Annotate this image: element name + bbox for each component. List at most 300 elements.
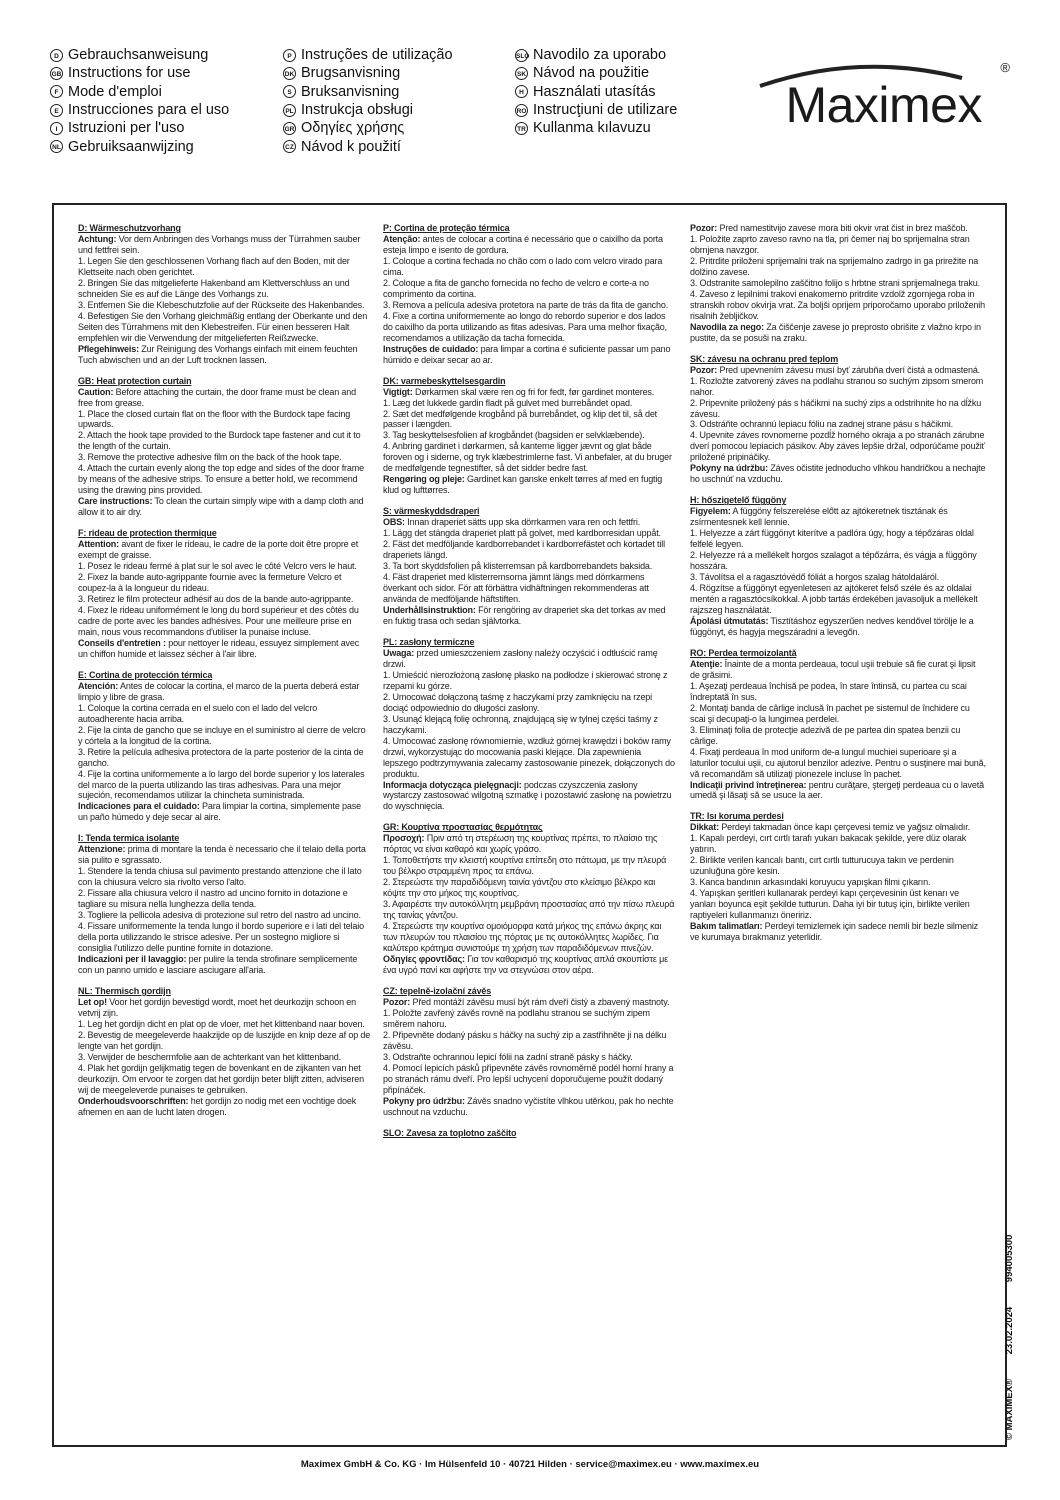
labelled-paragraph: [383, 954, 677, 976]
paragraph-text: 2. Fäst det medföljande kardborrebandet i kardborrefästet och kortadet till draperiets längd.: [383, 539, 665, 561]
instruction-step: [383, 877, 677, 899]
instruction-step: [78, 605, 371, 638]
paragraph-label: Indicaţii privind întreţinerea:: [690, 779, 807, 790]
paragraph-text: 2. Coloque a fita de gancho fornecida no fecho de velcro e corte-a no comprimento da cortina.: [383, 277, 649, 299]
paragraph-text: 2. Pritrdite priloženi sprijemalni trak na sprijemalno zadrgo in ga prirežite na dolžino zavese.: [690, 255, 979, 277]
language-label: Návod k použití: [301, 138, 401, 155]
labelled-paragraph: [78, 681, 371, 703]
paragraph-text: antes de colocar a cortina é necessário que o caixilho da porta esteja limpo e isento de gordura.: [383, 233, 663, 255]
labelled-paragraph: [78, 954, 371, 976]
footer-address: Maximex GmbH & Co. KG · Im Hülsenfeld 10 · 40721 Hilden · service@maximex.eu · www.maximex.eu: [300, 1459, 760, 1470]
section-title: S: värmeskyddsdraperi: [383, 506, 480, 517]
language-item: [283, 83, 453, 101]
instruction-step: [690, 550, 986, 572]
paragraph-text: 3. Ta bort skyddsfolien på klisterremsan på kardborrebandets baksida.: [383, 561, 653, 572]
paragraph-text: 1. Coloque a cortina fechada no chão com o lado com velcro virado para cima.: [383, 255, 663, 277]
language-item: [50, 119, 229, 137]
paragraph-label: Indicazioni per il lavaggio:: [78, 954, 187, 965]
paragraph-text: 3. Távolítsa el a ragasztóvédő fóliát a horgos szalag hátoldaláról.: [690, 572, 939, 583]
language-list-2: [283, 46, 453, 156]
paragraph-label: Underhållsinstruktion:: [383, 604, 476, 615]
paragraph-text: Για τον καθαρισμό της κουρτίνας απλά σκουπίστε με ένα υγρό πανί και αφήστε την να στεγνώσει στον αέρα.: [383, 954, 668, 975]
paragraph-text: 1. Umieścić nierozłożoną zasłonę płasko na podłodze i skierować stronę z rzepami ku górze.: [383, 669, 668, 691]
paragraph-text: Zur Reinigung des Vorhangs einfach mit einem feuchten Tuch abwischen und an der Luft trocknen lassen.: [78, 343, 358, 365]
language-item: [515, 64, 677, 82]
paragraph-text: 4. Στερεώστε την κουρτίνα ομοιόμορφα κατά μήκος της επάνω άκρης και των πλευρών του πλαισίου της πόρτας με τις αυτοκόλλητες λωρίδες. Για καλύτερο κράτημα συνιστούμε τη χρήση των παραδιδόμενων πινεζών.: [383, 921, 662, 954]
language-item: [50, 46, 229, 64]
section-title: D: Wärmeschutzvorhang: [78, 223, 181, 233]
paragraph-text: 1. Položte zavřený závěs rovně na podlahu stranou se suchým zipem směrem nahoru.: [383, 1007, 650, 1029]
instructions-frame: [52, 203, 1007, 1447]
paragraph-text: 2. Bevestig de meegeleverde haakzijde op de luszijde en knip deze af op de lengte van het gordijn.: [78, 1029, 371, 1051]
paragraph-label: Let op!: [78, 996, 107, 1007]
language-label: Instrukcja obsługi: [301, 102, 414, 119]
paragraph-label: Rengøring og pleje:: [383, 474, 465, 485]
paragraph-label: Navodila za nego:: [690, 321, 764, 332]
language-item: [50, 64, 229, 82]
paragraph-label: Pozor:: [383, 996, 411, 1007]
instruction-section: [78, 528, 371, 660]
instruction-step: [690, 725, 986, 747]
document-info: [1004, 1213, 1015, 1440]
language-item: [515, 119, 677, 137]
paragraph-label: Onderhoudsvoorschriften:: [78, 1095, 189, 1106]
paragraph-text: 1. Τοποθετήστε την κλειστή κουρτίνα επίπεδη στο πάτωμα, με την πλευρά του βέλκρο στραμμένη προς τα επάνω.: [383, 855, 667, 877]
paragraph-text: 4. Rögzítse a függönyt egyenletesen az ajtókeret felső széle és az oldalai mentén a ragasztócsíkokkal. A jobb tartás érdekében javasoljuk a mellékelt rajzszeg használatát.: [690, 583, 978, 615]
paragraph-text: 4. Pomocí lepicích pásků připevněte závěs rovnoměrně podél horní hrany a po stranách rámu dveří. Pro lepší uchycení doporučujeme použít dodaný připínáček.: [383, 1062, 674, 1095]
paragraph-label: Pozor:: [690, 364, 718, 375]
header: [50, 46, 1010, 166]
instruction-step: [383, 736, 677, 780]
labelled-paragraph: [78, 844, 371, 866]
instruction-section: [78, 223, 371, 366]
instruction-step: [78, 747, 371, 769]
instruction-section: [690, 648, 986, 802]
section-title: NL: Thermisch gordijn: [78, 985, 171, 996]
instruction-step: [383, 398, 677, 409]
instruction-step: [78, 769, 371, 802]
paragraph-text: Tisztításhoz egyszerűen nedves kendővel törölje le a függönyt, és hagyja megszáradni a levegőn.: [690, 615, 974, 637]
paragraph-label: Indicaciones para el cuidado:: [78, 801, 200, 812]
instructions-column-2: [383, 223, 677, 1149]
instruction-step: [690, 278, 986, 289]
instruction-section: [690, 354, 986, 486]
instruction-step: [78, 703, 371, 725]
paragraph-text: A függöny felszerelése előtt az ajtókeretnek tisztának és zsírmentesnek kell lennie.: [690, 506, 948, 528]
paragraph-text: Závěs snadno vyčistíte vlhkou utěrkou, pak ho nechte uschnout na vzduchu.: [383, 1095, 674, 1117]
paragraph-text: Gardinet kan ganske enkelt tørres af med en fugtig klud og lufttørres.: [383, 474, 663, 496]
paragraph-text: 2. Bringen Sie das mitgelieferte Hakenband am Klettverschluss an und schneiden Sie es auf die Länge des Vorhangs zu.: [78, 277, 350, 299]
instruction-section: [383, 1128, 677, 1139]
section-title: SK: závesu na ochranu pred teplom: [690, 353, 839, 364]
paragraph-label: Instruções de cuidado:: [383, 343, 479, 354]
paragraph-text: Înainte de a monta perdeaua, tocul uşii trebuie să fie curat şi lipsit de grăsimi.: [690, 658, 976, 680]
paragraph-text: 1. Place the closed curtain flat on the floor with the Burdock tape facing upwards.: [78, 408, 351, 430]
paragraph-label: Vigtigt:: [383, 386, 413, 397]
paragraph-text: 2. Στερεώστε την παραδιδόμενη ταινία γάντζου στο κλείσιμο βέλκρο και κόψτε την στο μήκος της κουρτίνας.: [383, 877, 656, 899]
paragraph-label: OBS:: [383, 517, 405, 528]
paragraph-text: Dørkarmen skal være ren og fri for fedt, før gardinet monteres.: [412, 386, 655, 397]
labelled-paragraph: [383, 997, 677, 1008]
instructions-column-3: [690, 223, 986, 953]
country-code-icon: P: [283, 49, 296, 62]
paragraph-text: 2. Helyezze rá a mellékelt horgos szalagot a tépőzárra, és vágja a függöny hosszára.: [690, 550, 977, 572]
paragraph-text: przed umieszczeniem zasłony należy oczyścić i odtłuścić ramę drzwi.: [383, 647, 658, 669]
country-code-icon: TR: [515, 122, 528, 135]
labelled-paragraph: [690, 365, 986, 376]
instruction-step: [383, 692, 677, 714]
paragraph-label: Προσοχή:: [383, 833, 425, 844]
labelled-paragraph: [690, 822, 986, 833]
country-code-icon: SK: [515, 67, 528, 80]
language-label: Instrucciones para el uso: [68, 102, 230, 119]
paragraph-text: 1. Položite zaprto zaveso ravno na tla, pri čemer naj bo sprijemalna stran obrnjena navzgor.: [690, 233, 970, 255]
labelled-paragraph: [78, 234, 371, 256]
instruction-step: [383, 1052, 677, 1063]
instruction-section: [383, 223, 677, 366]
paragraph-text: 1. Læg det lukkede gardin fladt på gulvet med burrebåndet opad.: [383, 397, 633, 408]
paragraph-text: 1. Kapalı perdeyi, cırt cırtlı tarafı yukarı bakacak şekilde, yere düz olarak yatırın.: [690, 833, 967, 855]
paragraph-text: Innan draperiet sätts upp ska dörrkarmen vara ren och fettfri.: [404, 517, 641, 528]
paragraph-text: Vor dem Anbringen des Vorhangs muss der Türrahmen sauber und fettfrei sein.: [78, 233, 361, 255]
country-code-icon: E: [50, 104, 63, 117]
paragraph-text: 1. Leg het gordijn dicht en plat op de vloer, met het klittenband naar boven.: [78, 1018, 365, 1029]
instruction-step: [690, 877, 986, 888]
labelled-paragraph: [383, 387, 677, 398]
paragraph-text: per pulire la tenda strofinare semplicemente con un panno umido e lasciare asciugare all'aria.: [78, 954, 358, 975]
paragraph-text: pour nettoyer le rideau, essuyez simplement avec un chiffon humide et laissez sécher à l'air libre.: [78, 637, 360, 659]
language-item: [515, 101, 677, 119]
article-code: 994005300: [1004, 1234, 1015, 1283]
instruction-step: [78, 1030, 371, 1052]
section-title: GB: Heat protection curtain: [78, 375, 192, 386]
labelled-paragraph: [78, 1096, 371, 1118]
labelled-paragraph: [78, 638, 371, 660]
instruction-step: [690, 888, 986, 921]
paragraph-text: 3. Kanca bandının arkasındaki koruyucu yapışkan filmi çıkarın.: [690, 877, 931, 888]
country-code-icon: D: [50, 49, 63, 62]
instruction-step: [78, 311, 371, 344]
section-title: DK: varmebeskyttelsesgardin: [383, 375, 506, 386]
labelled-paragraph: [78, 387, 371, 409]
labelled-paragraph: [78, 801, 371, 823]
paragraph-text: 3. Verwijder de beschermfolie aan de achterkant van het klittenband.: [78, 1051, 341, 1062]
instruction-step: [78, 561, 371, 572]
paragraph-text: Voor het gordijn bevestigd wordt, moet het deurkozijn schoon en vetvrij zijn.: [78, 996, 357, 1018]
paragraph-label: Pozor:: [690, 223, 718, 233]
instruction-section: [78, 376, 371, 519]
paragraph-text: Perdeyi takmadan önce kapı çerçevesi temiz ve yağsız olmalıdır.: [718, 822, 970, 833]
labelled-paragraph: [383, 833, 677, 855]
paragraph-text: prima di montare la tenda è necessario che il telaio della porta sia pulito e sgrassato.: [78, 844, 366, 866]
labelled-paragraph: [78, 344, 371, 366]
country-code-icon: PL: [283, 104, 296, 117]
paragraph-text: Záves očistite jednoducho vlhkou handričkou a nechajte ho uschnúť na vzduchu.: [690, 463, 986, 485]
paragraph-text: Before attaching the curtain, the door frame must be clean and free from grease.: [78, 386, 356, 408]
section-title: RO: Perdea termoizolantă: [690, 647, 797, 658]
labelled-paragraph: [690, 506, 986, 528]
paragraph-label: Achtung:: [78, 233, 117, 244]
section-title: SLO: Zavesa za toplotno zaščito: [383, 1127, 517, 1138]
instructions-column-1: [78, 223, 371, 1128]
paragraph-text: Před montáží závěsu musí být rám dveří čistý a zbavený mastnoty.: [410, 996, 670, 1007]
paragraph-text: 3. Odstráňte ochrannú lepiacu fóliu na zadnej strane pásu s háčikmi.: [690, 419, 953, 430]
paragraph-label: Caution:: [78, 386, 114, 397]
instruction-step: [690, 419, 986, 430]
labelled-paragraph: [383, 474, 677, 496]
instruction-step: [383, 572, 677, 605]
paragraph-text: 2. Montaţi banda de cârlige inclusă în pachet pe sistemul de închidere cu scai şi decupaţi-o la lungimea perdelei.: [690, 702, 970, 724]
paragraph-label: Pflegehinweis:: [78, 343, 139, 354]
paragraph-text: 4. Anbring gardinet i dørkarmen, så kanterne ligger jævnt og glat både foroven og i siderne, og tryk klæbestrimlerne fast. Vi anbefaler, at du bruger de medfølgende tegnestifter, så det sidder bedre fast.: [383, 441, 672, 474]
language-item: [50, 101, 229, 119]
paragraph-text: 2. Pripevnite priložený pás s háčikmi na suchý zips a odstrihnite ho na dĺžku závesu.: [690, 397, 982, 419]
country-code-icon: RO: [515, 104, 528, 117]
instruction-step: [78, 256, 371, 278]
paragraph-text: 2. Fije la cinta de gancho que se incluye en el suministro al cierre de velcro y córtela a la longitud de la cortina.: [78, 724, 366, 746]
language-label: Instruções de utilização: [301, 47, 453, 64]
labelled-paragraph: [690, 322, 986, 344]
instruction-section: [383, 376, 677, 497]
paragraph-text: 4. Umocować zasłonę równomiernie, wzdłuż górnej krawędzi i boków ramy drzwi, wykorzystując do mocowania paski klejące. Dla zapewnienia lepszego podtrzymywania zalecamy zastosowanie pinezek, dołączonych do produktu.: [383, 735, 675, 779]
instruction-step: [78, 910, 371, 921]
language-item: [515, 46, 677, 64]
instruction-step: [383, 855, 677, 877]
instruction-step: [690, 572, 986, 583]
instruction-step: [383, 1030, 677, 1052]
language-label: Návod na použitie: [533, 65, 650, 82]
paragraph-text: Antes de colocar la cortina, el marco de la puerta deberá estar limpio y libre de grasa.: [78, 680, 360, 702]
instruction-step: [78, 452, 371, 463]
country-code-icon: F: [50, 85, 63, 98]
instruction-step: [383, 441, 677, 474]
paragraph-text: 4. Plak het gordijn gelijkmatig tegen de bovenkant en de zijkanten van het deurkozijn. Om ervoor te zorgen dat het gordijn beter blijft zitten, adviseren wij de meegeleverde punaises te gebruiken.: [78, 1062, 364, 1095]
instruction-step: [690, 747, 986, 780]
instruction-step: [78, 725, 371, 747]
paragraph-text: 1. Legen Sie den geschlossenen Vorhang flach auf den Boden, mit der Klettseite nach oben gerichtet.: [78, 255, 350, 277]
instruction-step: [690, 376, 986, 398]
paragraph-text: 3. Retire la película adhesiva protectora de la parte posterior de la cinta de gancho.: [78, 746, 364, 768]
instruction-step: [383, 409, 677, 431]
language-label: Gebruiksaanwijzing: [68, 138, 194, 155]
paragraph-text: 1. Lägg det stängda draperiet platt på golvet, med kardborresidan uppåt.: [383, 528, 661, 539]
instruction-step: [690, 583, 986, 616]
language-label: Gebrauchsanweisung: [68, 47, 209, 64]
paragraph-text: 4. Yapışkan şeritleri kullanarak perdeyi kapı çerçevesinin üst kenarı ve yanları boyunca eşit şekilde tutturun. Daha iyi bir tutuş için, birlikte verilen raptiyeleri kullanmanızı öneririz.: [690, 888, 970, 921]
instruction-step: [383, 714, 677, 736]
instruction-step: [690, 528, 986, 550]
instruction-step: [383, 899, 677, 921]
paragraph-text: Za čiščenje zavese jo preprosto obrišite z vlažno krpo in pustite, da se posuši na zraku.: [690, 321, 981, 343]
instruction-step: [383, 528, 677, 539]
instruction-step: [78, 1019, 371, 1030]
instruction-section: [78, 986, 371, 1118]
paragraph-text: Para limpiar la cortina, simplemente pase un paño húmedo y deje secar al aire.: [78, 801, 361, 823]
paragraph-text: 2. Fissare alla chiusura velcro il nastro ad uncino fornito in dotazione e tagliare su misura nella lunghezza della tenda.: [78, 888, 348, 910]
country-code-icon: CZ: [283, 140, 296, 153]
paragraph-text: Perdeyi temizlemek için sadece nemli bir bezle silmeniz ve kurumaya bırakmanız yeterlidir.: [690, 921, 979, 943]
labelled-paragraph: [690, 463, 986, 485]
language-list-1: [50, 46, 229, 156]
paragraph-text: 1. Posez le rideau fermé à plat sur le sol avec le côté Velcro vers le haut.: [78, 561, 357, 572]
paragraph-text: För rengöring av draperiet ska det torkas av med en fuktig trasa och sedan självtorka.: [383, 604, 666, 626]
paragraph-label: Figyelem:: [690, 506, 731, 517]
instruction-step: [690, 855, 986, 877]
instruction-step: [78, 594, 371, 605]
instruction-section: [78, 670, 371, 824]
language-label: Brugsanvisning: [301, 65, 401, 82]
instruction-section: [690, 223, 986, 344]
paragraph-label: Pokyny pro údržbu:: [383, 1095, 465, 1106]
paragraph-text: podczas czyszczenia zasłony wystarczy zastosować wilgotną szmatkę i pozostawić zasłonę na powietrzu do wyschnięcia.: [383, 779, 672, 812]
country-code-icon: NL: [50, 140, 63, 153]
country-code-icon: DK: [283, 67, 296, 80]
language-item: [283, 137, 453, 155]
instruction-step: [78, 409, 371, 431]
paragraph-text: 3. Entfernen Sie die Klebeschutzfolie auf der Rückseite des Hakenbandes.: [78, 299, 365, 310]
labelled-paragraph: [78, 496, 371, 518]
paragraph-text: para limpar a cortina é suficiente passar um pano húmido e deixar secar ao ar.: [383, 343, 671, 365]
paragraph-text: Πριν από τη στερέωση της κουρτίνας πρέπει, το πλαίσιο της πόρτας να είναι καθαρό και χωρίς γράσο.: [383, 833, 658, 855]
country-code-icon: GB: [50, 67, 63, 80]
section-title: PL: zasłony termiczne: [383, 636, 475, 647]
instruction-section: [690, 495, 986, 638]
paragraph-label: Care instructions:: [78, 496, 153, 507]
labelled-paragraph: [383, 648, 677, 670]
paragraph-text: 3. Togliere la pellicola adesiva di protezione sul retro del nastro ad uncino.: [78, 910, 361, 921]
paragraph-label: Atenção:: [383, 233, 421, 244]
instruction-step: [383, 300, 677, 311]
copyright: © MAXIMEX®: [1004, 1379, 1015, 1440]
paragraph-text: 1. Rozložte zatvorený záves na podlahu stranou so suchým zipsom smerom nahor.: [690, 375, 984, 397]
paragraph-label: Conseils d'entretien :: [78, 637, 166, 648]
labelled-paragraph: [690, 616, 986, 638]
instruction-step: [383, 256, 677, 278]
paragraph-label: Atenţie:: [690, 658, 723, 669]
instruction-section: [383, 637, 677, 813]
paragraph-text: 4. Attach the curtain evenly along the top edge and sides of the door frame by means of the adhesive strips. To ensure a better hold, we recommend using the drawing pins provided.: [78, 463, 364, 496]
language-item: [50, 137, 229, 155]
paragraph-label: Ápolási útmutatás:: [690, 615, 769, 626]
paragraph-text: 4. Fissare uniformemente la tenda lungo il bordo superiore e i lati del telaio della porta utilizzando le strisce adesive. Per un sostegno migliore si consiglia l'utilizzo delle puntine fornite in dotazione.: [78, 921, 364, 954]
instruction-step: [690, 681, 986, 703]
labelled-paragraph: [690, 659, 986, 681]
instruction-section: [383, 506, 677, 627]
country-code-icon: GR: [283, 122, 296, 135]
instruction-step: [690, 234, 986, 256]
instruction-step: [690, 398, 986, 420]
labelled-paragraph: [383, 1096, 677, 1118]
labelled-paragraph: [383, 605, 677, 627]
paragraph-text: 3. Usunąć klejącą folię ochronną, znajdującą się w tylnej części taśmy z haczykami.: [383, 713, 658, 735]
country-code-icon: SLO: [515, 49, 528, 62]
instruction-step: [78, 866, 371, 888]
paragraph-label: Οδηγίες φροντίδας:: [383, 954, 465, 965]
language-item: [283, 119, 453, 137]
paragraph-label: Bakım talimatları:: [690, 921, 763, 932]
paragraph-text: 4. Upevnite záves rovnomerne pozdĺž horného okraja a po stranách zárubne dverí pomocou lepiacich pásikov. Aby záves lepšie držal, odporúčame použiť priložené pripináčiky.: [690, 430, 985, 463]
language-item: [283, 64, 453, 82]
instruction-step: [383, 311, 677, 344]
section-title: CZ: tepelně-izolační závěs: [383, 985, 492, 996]
paragraph-label: Atención:: [78, 680, 119, 691]
instruction-step: [78, 430, 371, 452]
paragraph-text: 4. Fixe a cortina uniformemente ao longo do rebordo superior e dos lados do caixilho da porta utilizando as fitas adesivas. Para uma melhor fixação, recomendamos a utilização da tacha fornecida.: [383, 310, 667, 343]
instruction-step: [78, 921, 371, 954]
instruction-step: [78, 278, 371, 300]
country-code-icon: H: [515, 85, 528, 98]
paragraph-text: 3. Remova a película adesiva protetora na parte de trás da fita de gancho.: [383, 299, 669, 310]
paragraph-text: 1. Aşezaţi perdeaua închisă pe podea, în stare întinsă, cu partea cu scai îndreptată în sus.: [690, 680, 967, 702]
paragraph-text: 2. Sæt det medfølgende krogbånd på burrebåndet, og klip det til, så det passer i længden.: [383, 408, 658, 430]
paragraph-text: 1. Stendere la tenda chiusa sul pavimento prestando attenzione che il lato con la chiusura velcro sia rivolto verso l'alto.: [78, 866, 362, 888]
paragraph-label: Informacja dotycząca pielęgnacji:: [383, 779, 522, 790]
labelled-paragraph: [383, 780, 677, 813]
section-title: H: hőszigetelő függöny: [690, 495, 787, 506]
registered-mark: ®: [1000, 60, 1010, 75]
paragraph-text: 4. Befestigen Sie den Vorhang gleichmäßig entlang der Oberkante und den Seiten des Türrahmens mit den Klebestreifen. Für einen besseren Halt empfehlen wir die Verwendung der mitgelieferten Reißzwecke.: [78, 310, 368, 343]
instruction-step: [78, 300, 371, 311]
language-label: Bruksanvisning: [301, 83, 400, 100]
language-label: Οδηγίες χρήσης: [301, 120, 405, 137]
country-code-icon: I: [50, 122, 63, 135]
paragraph-text: 1. Helyezze a zárt függönyt kiterítve a padlóra úgy, hogy a tépőzáras oldal felfelé legyen.: [690, 528, 974, 550]
instruction-step: [690, 703, 986, 725]
paragraph-text: 4. Fixaţi perdeaua în mod uniform de-a lungul muchiei superioare şi a laturilor tocului uşii, cu ajutorul benzilor adezive. Pentru o susţinere mai bună, vă recomandăm să utilizaţi pionezele incluse în pachet.: [690, 746, 986, 779]
labelled-paragraph: [78, 997, 371, 1019]
paragraph-text: 3. Remove the protective adhesive film on the back of the hook tape.: [78, 452, 342, 463]
labelled-paragraph: [78, 539, 371, 561]
labelled-paragraph: [383, 234, 677, 256]
language-item: [50, 83, 229, 101]
instruction-section: [383, 986, 677, 1118]
paragraph-text: 3. Αφαιρέστε την αυτοκόλλητη μεμβράνη προστασίας από την πίσω πλευρά της ταινίας γάντζου.: [383, 899, 675, 921]
labelled-paragraph: [690, 780, 986, 802]
paragraph-text: pentru curăţare, ştergeţi perdeaua cu o lavetă umedă şi lăsaţi să se usuce la aer.: [690, 779, 984, 801]
instruction-step: [78, 1052, 371, 1063]
instruction-step: [78, 888, 371, 910]
instruction-step: [690, 289, 986, 322]
paragraph-label: Attention:: [78, 539, 119, 550]
paragraph-text: 3. Odstranite samolepilno zaščitno folijo s hrbtne strani sprijemalnega traku.: [690, 277, 980, 288]
paragraph-label: Attenzione:: [78, 844, 126, 855]
instruction-step: [690, 833, 986, 855]
instruction-step: [78, 1063, 371, 1096]
paragraph-text: 3. Odstraňte ochrannou lepicí fólii na zadní straně pásky s háčky.: [383, 1051, 633, 1062]
language-label: Kullanma kılavuzu: [533, 120, 651, 137]
section-title: GR: Κουρτίνα προστασίας θερμότητας: [383, 822, 543, 833]
section-title: P: Cortina de proteção térmica: [383, 223, 510, 233]
labelled-paragraph: [690, 223, 986, 234]
instruction-step: [690, 430, 986, 463]
language-item: [515, 83, 677, 101]
section-title: I: Tenda termica isolante: [78, 833, 180, 844]
language-label: Mode d'emploi: [68, 83, 162, 100]
section-title: E: Cortina de protección térmica: [78, 669, 213, 680]
paragraph-text: 2. Birlikte verilen kancalı bantı, cırt cırtlı tutturucuya takın ve perdenin uzunluğuna göre kesin.: [690, 855, 954, 877]
instruction-step: [383, 1008, 677, 1030]
instruction-step: [383, 430, 677, 441]
paragraph-text: 4. Fije la cortina uniformemente a lo largo del borde superior y los laterales del marco de la puerta utilizando las tiras adhesivas. Para una mejor sujeción, recomendamos utilizar la chincheta suministrada.: [78, 768, 365, 801]
paragraph-text: 4. Fäst draperiet med klisterremsorna jämnt längs med dörrkarmens överkant och sidor. För att förbättra vidhäftningen rekommenderas att använda de medföljande häftstiften.: [383, 572, 649, 604]
instruction-step: [383, 670, 677, 692]
paragraph-label: Pokyny na údržbu:: [690, 463, 768, 474]
paragraph-text: 2. Attach the hook tape provided to the Burdock tape fastener and cut it to the length of the curtain.: [78, 430, 361, 452]
instruction-step: [78, 572, 371, 594]
instruction-section: [383, 822, 677, 976]
paragraph-text: het gordijn zo nodig met een vochtige doek afnemen en aan de lucht laten drogen.: [78, 1095, 357, 1117]
document-date: 23.02.2024: [1004, 1306, 1015, 1355]
